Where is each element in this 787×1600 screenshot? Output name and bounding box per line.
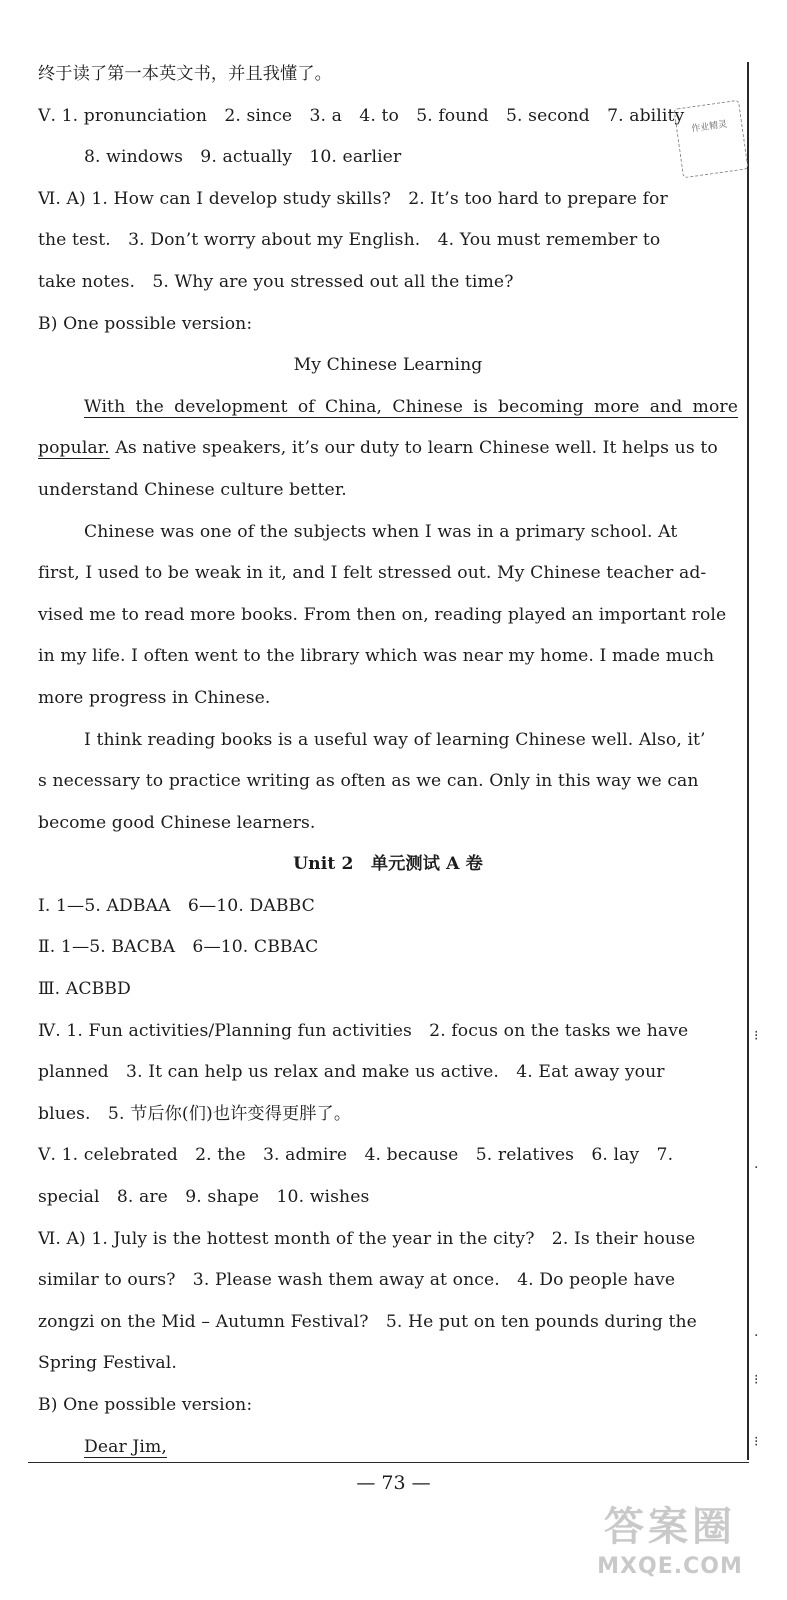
text-line: planned 3. It can help us relax and make us active. 4. Eat away your xyxy=(38,1062,665,1083)
site-watermark xyxy=(560,1500,780,1596)
text-line: first, I used to be weak in it, and I felt stressed out. My Chinese teacher ad- xyxy=(38,563,707,584)
answer-text xyxy=(38,54,738,1468)
edge-mark: · xyxy=(754,1328,759,1344)
underlined-text: With the development of China, Chinese is becoming more and more xyxy=(84,396,738,417)
watermark-url: MXQE.COM xyxy=(597,1554,743,1579)
letter-salutation: Dear Jim, xyxy=(84,1436,167,1457)
edge-mark: · xyxy=(754,1160,759,1176)
text-line: the test. 3. Don’t worry about my English. 4. You must remember to xyxy=(38,230,661,251)
text-line xyxy=(38,428,738,470)
text-line: Ⅰ. 1—5. ADBAA 6—10. DABBC xyxy=(38,895,315,916)
text-line: understand Chinese culture better. xyxy=(38,479,347,500)
text-line: special 8. are 9. shape 10. wishes xyxy=(38,1187,370,1208)
text-line: Spring Festival. xyxy=(38,1353,177,1374)
text-line: B) One possible version: xyxy=(38,1395,253,1415)
text-line: Ⅴ. 1. celebrated 2. the 3. admire 4. because 5. relatives 6. lay 7. xyxy=(38,1145,674,1166)
text-line: Chinese was one of the subjects when I was in a primary school. At xyxy=(84,521,678,542)
text-line: similar to ours? 3. Please wash them away at once. 4. Do people have xyxy=(38,1270,676,1291)
text-line: Ⅱ. 1—5. BACBA 6—10. CBBAC xyxy=(38,937,319,958)
right-margin-rule xyxy=(747,62,749,1460)
edge-mark: ⁝ xyxy=(754,1434,759,1450)
text-line: in my life. I often went to the library which was near my home. I made much xyxy=(38,646,715,667)
page-number: — 73 — xyxy=(356,1472,431,1494)
text-line: vised me to read more books. From then on, reading played an important role xyxy=(38,604,727,625)
edge-mark: ⁝ xyxy=(754,1028,759,1044)
edge-mark: ⁝ xyxy=(754,1372,759,1388)
text-line: I think reading books is a useful way of learning Chinese well. Also, it’ xyxy=(84,729,706,750)
text-line: more progress in Chinese. xyxy=(38,687,271,708)
text-line: Ⅴ. 1. pronunciation 2. since 3. a 4. to 5. found 5. second 7. ability xyxy=(38,105,685,126)
text-line: Ⅲ. ACBBD xyxy=(38,979,131,1000)
text-line: B) One possible version: xyxy=(38,313,253,334)
text-line: 终于读了第一本英文书，并且我懂了。 xyxy=(38,64,332,84)
text-line: Ⅵ. A) 1. How can I develop study skills? 2. It’s too hard to prepare for xyxy=(38,188,668,209)
text-line: s necessary to practice writing as often as we can. Only in this way we can xyxy=(38,771,699,792)
text-line-underlined xyxy=(38,387,738,429)
stamp-text: 作业精灵 xyxy=(690,119,728,135)
text-line: 8. windows 9. actually 10. earlier xyxy=(84,147,402,168)
text-line-underlined xyxy=(38,1427,738,1469)
text-line: zongzi on the Mid – Autumn Festival? 5. He put on ten pounds during the xyxy=(38,1311,697,1332)
text-line: become good Chinese learners. xyxy=(38,812,316,833)
section-heading: Unit 2 单元测试 A 卷 xyxy=(293,854,483,875)
text-span: As native speakers, it’s our duty to learn Chinese well. It helps us to xyxy=(109,438,718,459)
text-line: blues. 5. 节后你(们)也许变得更胖了。 xyxy=(38,1103,352,1124)
text-line: take notes. 5. Why are you stressed out all the time? xyxy=(38,271,514,292)
text-line: Ⅳ. 1. Fun activities/Planning fun activities 2. focus on the tasks we have xyxy=(38,1020,689,1041)
underlined-text: popular. xyxy=(38,438,110,459)
watermark-chinese: 答案圈 xyxy=(604,1504,736,1550)
text-line: Ⅵ. A) 1. July is the hottest month of the year in the city? 2. Is their house xyxy=(38,1228,696,1249)
essay-title: My Chinese Learning xyxy=(293,355,483,376)
